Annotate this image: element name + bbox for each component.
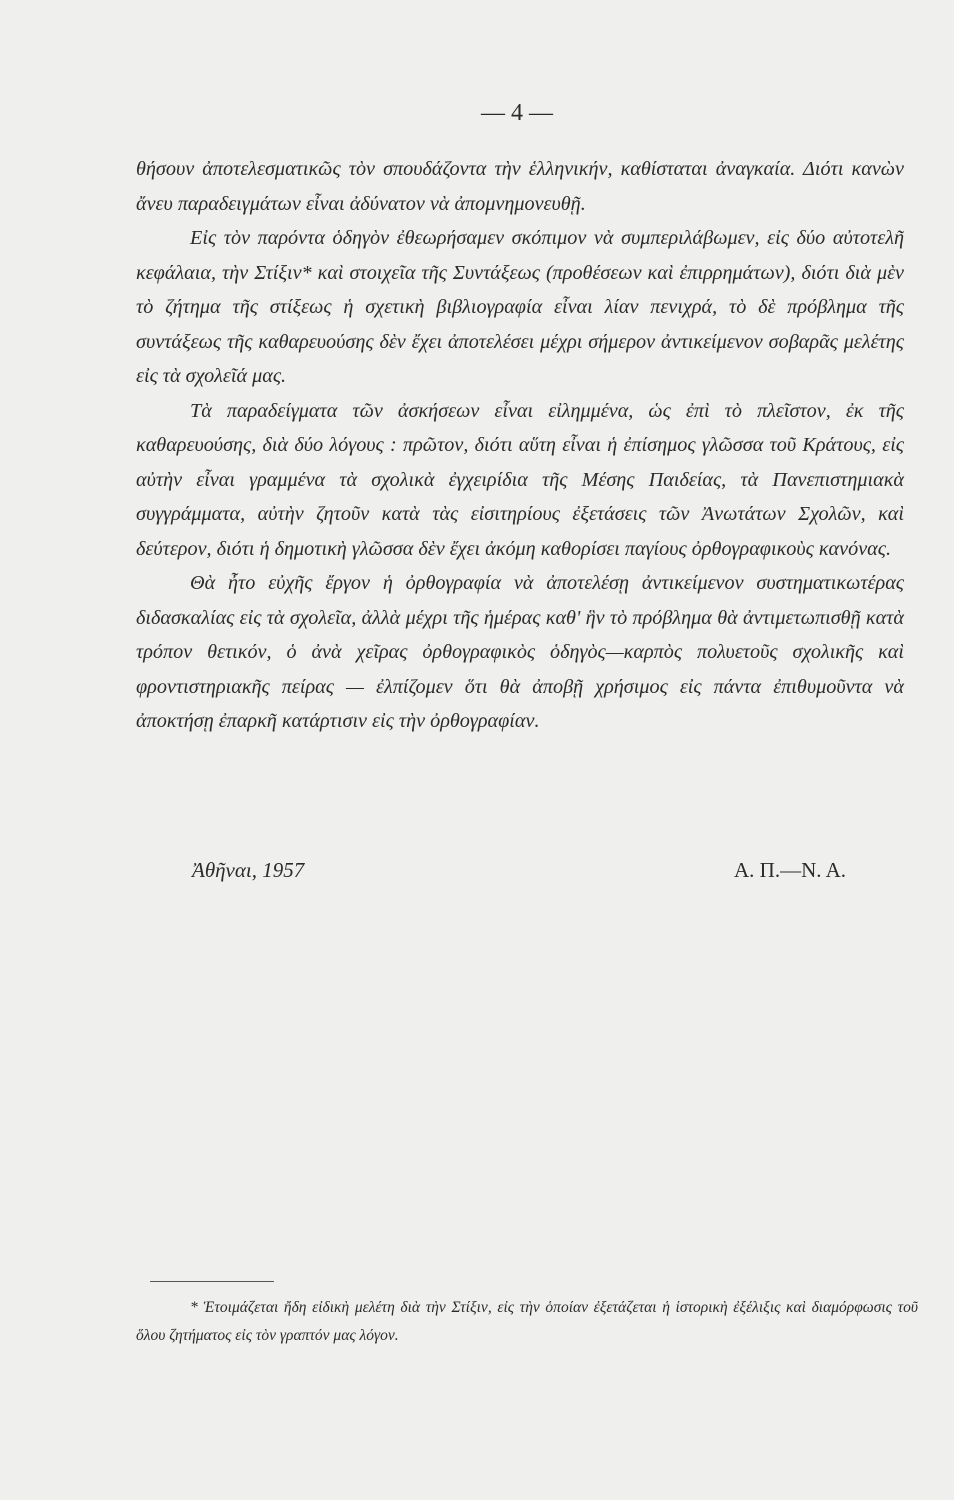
body-text: [136, 152, 904, 739]
paragraph: Εἰς τὸν παρόντα ὁδηγὸν ἐθεωρήσαμεν σκόπιμον νὰ συμπεριλάβωμεν, εἰς δύο αὐτοτελῆ κεφάλαια, τὴν Στίξιν* καὶ στοιχεῖα τῆς Συντάξεως (προθέσεων καὶ ἐπιρρημάτων), διότι διὰ μὲν τὸ ζήτημα τῆς στίξεως ἡ σχετικὴ βιβλιογραφία εἶναι λίαν πενιχρά, τὸ δὲ πρόβλημα τῆς συντάξεως τῆς καθαρευούσης δὲν ἔχει ἀποτελέσει μέχρι σήμερον ἀντικείμενον σοβαρᾶς μελέτης εἰς τὰ σχολεῖά μας.: [136, 227, 904, 387]
paragraph: Θὰ ἦτο εὐχῆς ἔργον ἡ ὀρθογραφία νὰ ἀποτελέσῃ ἀντικείμενον συστηματικωτέρας διδασκαλίας εἰς τὰ σχολεῖα, ἀλλὰ μέχρι τῆς ἡμέρας καθ' ἣν τὸ πρόβλημα θὰ ἀντιμετωπισθῇ κατὰ τρόπον θετικόν, ὁ ἀνὰ χεῖρας ὀρθογραφικὸς ὁδηγὸς—καρπὸς πολυετοῦς σχολικῆς καὶ φροντιστηριακῆς πείρας — ἐλπίζομεν ὅτι θὰ ἀποβῇ χρήσιμος εἰς πάντα ἐπιθυμοῦντα νὰ ἀποκτήσῃ ἐπαρκῆ κατάρτισιν εἰς τὴν ὀρθογραφίαν.: [136, 572, 904, 732]
place-date: Ἀθῆναι, 1957: [192, 858, 305, 882]
page-number: — 4 —: [481, 100, 553, 126]
footnote-divider: [150, 1281, 274, 1282]
footnote: [136, 1294, 918, 1350]
paragraph-continued: θήσουν ἀποτελεσματικῶς τὸν σπουδάζοντα τὴν ἑλληνικήν, καθίσταται ἀναγκαία. Διότι κανὼν ἄνευ παραδειγμάτων εἶναι ἀδύνατον νὰ ἀπομνημονευθῇ.: [136, 158, 904, 215]
author-initials: Α. Π.—Ν. Α.: [733, 858, 846, 882]
paragraph: Τὰ παραδείγματα τῶν ἀσκήσεων εἶναι εἰλημμένα, ὡς ἐπὶ τὸ πλεῖστον, ἐκ τῆς καθαρευούσης, διὰ δύο λόγους : πρῶτον, διότι αὕτη εἶναι ἡ ἐπίσημος γλῶσσα τοῦ Κράτους, εἰς αὐτὴν εἶναι γραμμένα τὰ σχολικὰ ἐγχειρίδια τῆς Μέσης Παιδείας, τὰ Πανεπιστημιακὰ συγγράμματα, αὐτὴν ζητοῦν κατὰ τὰς εἰσιτηρίους ἐξετάσεις τῶν Ἀνωτάτων Σχολῶν, καὶ δεύτερον, διότι ἡ δημοτικὴ γλῶσσα δὲν ἔχει ἀκόμη καθορίσει παγίους ὀρθογραφικοὺς κανόνας.: [136, 399, 904, 560]
footnote-text: * Ἑτοιμάζεται ἤδη εἰδικὴ μελέτη διὰ τὴν Στίξιν, εἰς τὴν ὁποίαν ἐξετάζεται ἡ ἱστορικὴ ἐξέλιξις καὶ διαμόρφωσις τοῦ ὅλου ζητήματος εἰς τὸν γραπτόν μας λόγον.: [136, 1299, 918, 1344]
